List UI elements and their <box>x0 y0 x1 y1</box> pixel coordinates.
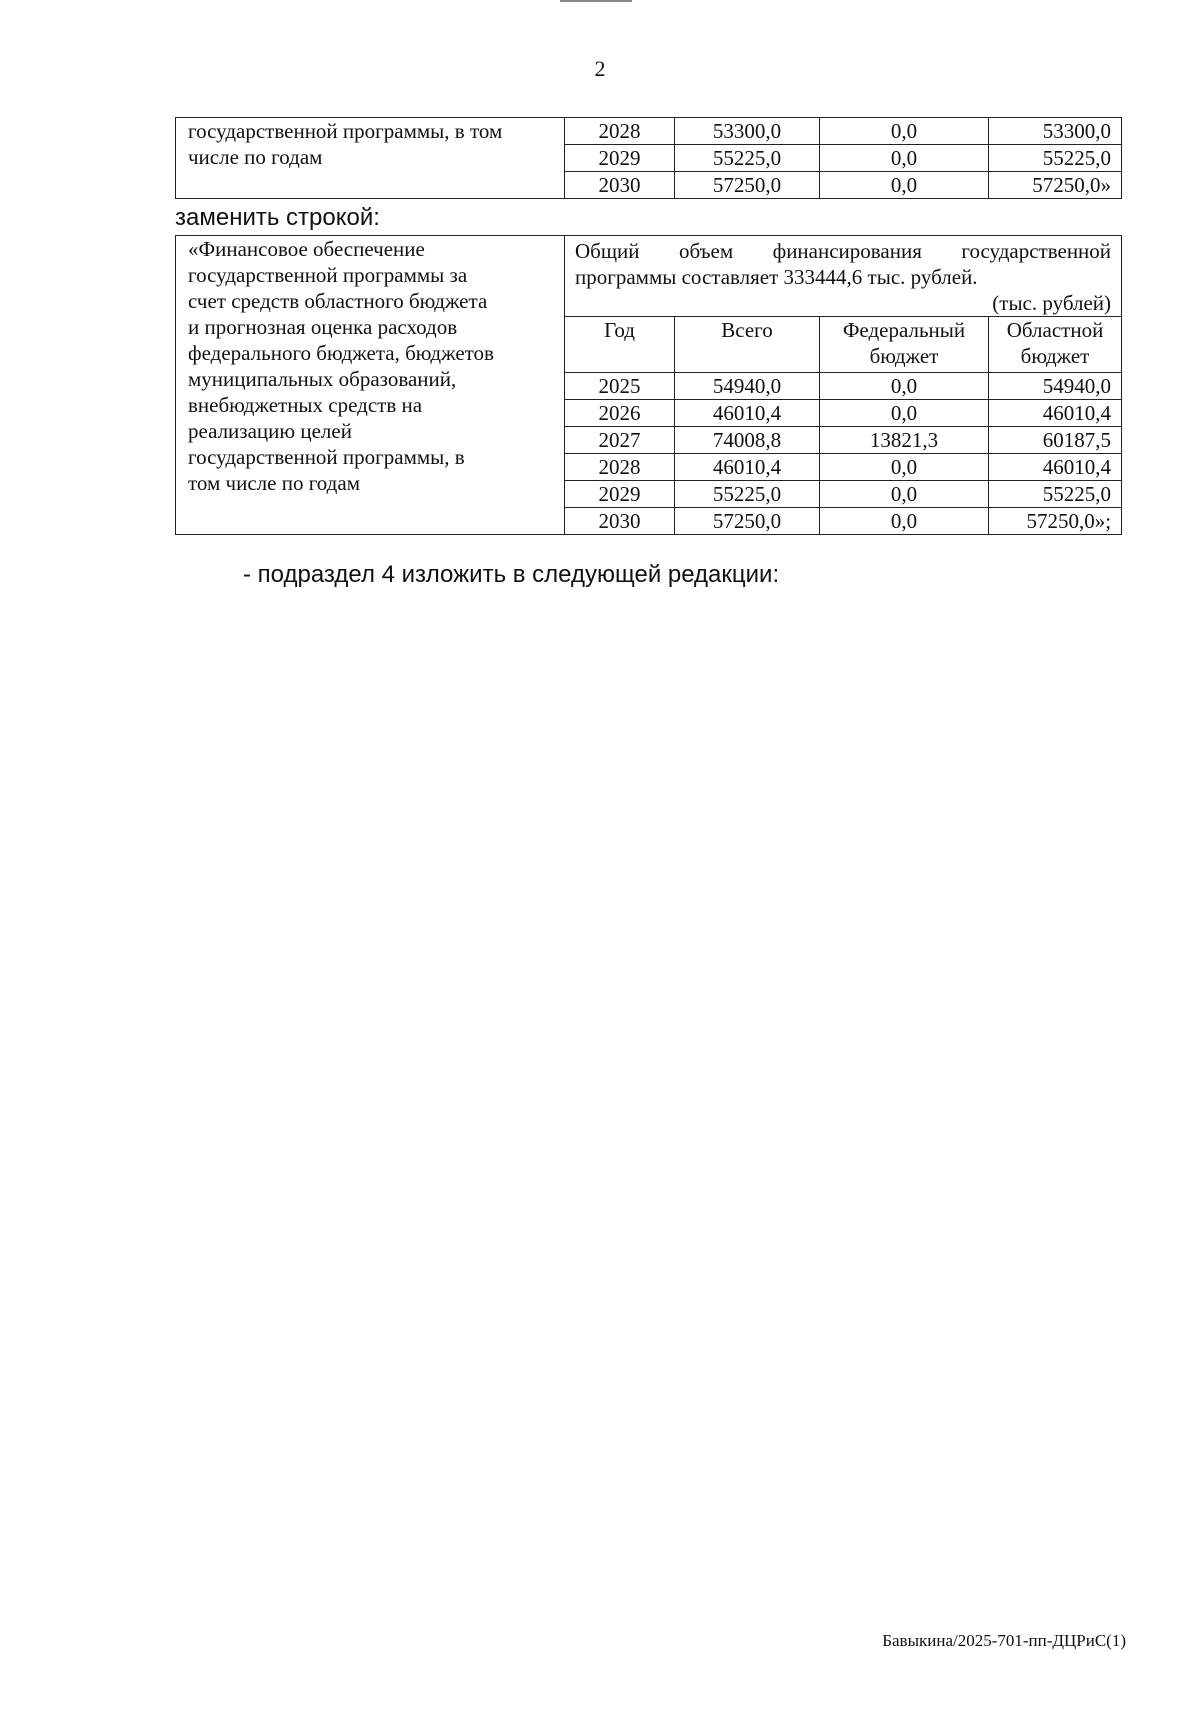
federal-cell: 0,0 <box>820 508 989 535</box>
regional-cell: 46010,4 <box>989 454 1122 481</box>
old-table-label: государственной программы, в том числе по годам <box>176 118 565 199</box>
federal-cell: 0,0 <box>820 454 989 481</box>
total-cell: 55225,0 <box>675 481 820 508</box>
year-cell: 2028 <box>565 454 675 481</box>
table-row <box>176 118 1122 145</box>
label-line: счет средств областного бюджета <box>188 289 488 313</box>
old-finance-table <box>175 117 1122 199</box>
replace-instruction: заменить строкой: <box>175 204 380 231</box>
year-cell: 2030 <box>565 172 675 199</box>
label-line: внебюджетных средств на <box>188 393 423 417</box>
header-federal: Федеральный бюджет <box>820 317 989 373</box>
new-table-label <box>176 236 565 535</box>
document-code: Бавыкина/2025-701-пп-ДЦРиС(1) <box>882 1631 1126 1650</box>
year-cell: 2027 <box>565 427 675 454</box>
header-year: Год <box>565 317 675 373</box>
federal-cell: 0,0 <box>820 118 989 145</box>
regional-cell: 57250,0»; <box>989 508 1122 535</box>
federal-cell: 0,0 <box>820 400 989 427</box>
total-cell: 53300,0 <box>675 118 820 145</box>
total-cell: 46010,4 <box>675 454 820 481</box>
page-number: 2 <box>594 56 606 81</box>
total-cell: 55225,0 <box>675 145 820 172</box>
regional-cell: 53300,0 <box>989 118 1122 145</box>
year-cell: 2030 <box>565 508 675 535</box>
label-line: муниципальных образований, <box>188 367 457 391</box>
total-funding-line-2: программы составляет 333444,6 тыс. рублей. <box>575 265 978 289</box>
label-line: государственной программы, в <box>188 445 465 469</box>
regional-cell: 55225,0 <box>989 145 1122 172</box>
total-cell: 54940,0 <box>675 373 820 400</box>
header-regional: Областной бюджет <box>989 317 1122 373</box>
regional-cell: 60187,5 <box>989 427 1122 454</box>
total-cell: 74008,8 <box>675 427 820 454</box>
total-cell: 57250,0 <box>675 508 820 535</box>
label-line: том числе по годам <box>188 471 360 495</box>
year-cell: 2029 <box>565 481 675 508</box>
total-cell: 46010,4 <box>675 400 820 427</box>
header-total: Всего <box>675 317 820 373</box>
subsection-instruction: - подраздел 4 изложить в следующей редакции: <box>243 561 780 588</box>
unit-label: (тыс. рублей) <box>992 291 1112 315</box>
scan-mark-top <box>560 0 632 2</box>
regional-cell: 57250,0» <box>989 172 1122 199</box>
regional-cell: 46010,4 <box>989 400 1122 427</box>
total-cell: 57250,0 <box>675 172 820 199</box>
regional-cell: 55225,0 <box>989 481 1122 508</box>
new-finance-table <box>175 235 1122 535</box>
label-line: «Финансовое обеспечение <box>188 237 425 261</box>
total-funding-cell <box>565 236 1122 317</box>
year-cell: 2025 <box>565 373 675 400</box>
federal-cell: 0,0 <box>820 481 989 508</box>
label-line: и прогнозная оценка расходов <box>188 315 458 339</box>
federal-cell: 0,0 <box>820 373 989 400</box>
federal-cell: 13821,3 <box>820 427 989 454</box>
label-line: федерального бюджета, бюджетов <box>188 341 494 365</box>
regional-cell: 54940,0 <box>989 373 1122 400</box>
year-cell: 2029 <box>565 145 675 172</box>
label-line: реализацию целей <box>188 419 352 443</box>
table-row <box>176 236 1122 317</box>
year-cell: 2026 <box>565 400 675 427</box>
total-funding-line-1: Общий объем финансирования государственной <box>575 239 1112 263</box>
federal-cell: 0,0 <box>820 145 989 172</box>
year-cell: 2028 <box>565 118 675 145</box>
label-line: государственной программы за <box>188 263 468 287</box>
federal-cell: 0,0 <box>820 172 989 199</box>
